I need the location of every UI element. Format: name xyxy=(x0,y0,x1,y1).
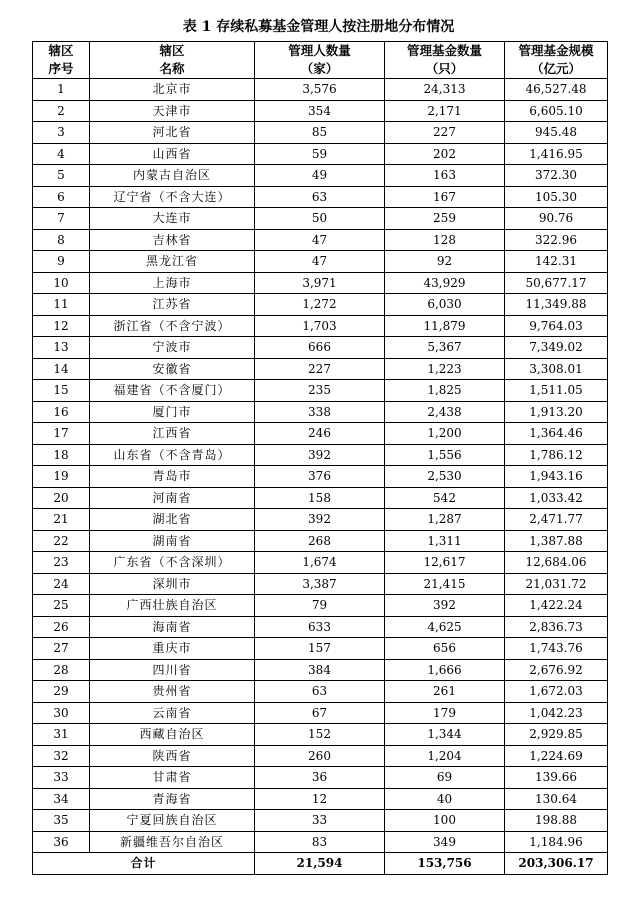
region-name-cell: 广东省（不含深圳） xyxy=(90,552,255,574)
table-row xyxy=(33,294,608,316)
region-no-cell: 35 xyxy=(33,810,90,832)
region-name-cell: 西藏自治区 xyxy=(90,724,255,746)
region-no-cell: 28 xyxy=(33,659,90,681)
region-name-cell: 甘肃省 xyxy=(90,767,255,789)
region-name-cell: 四川省 xyxy=(90,659,255,681)
table-row xyxy=(33,401,608,423)
region-no-cell: 21 xyxy=(33,509,90,531)
manager-count-cell: 47 xyxy=(255,251,385,273)
fund-scale-cell: 2,676.92 xyxy=(505,659,608,681)
manager-count-cell: 158 xyxy=(255,487,385,509)
manager-count-cell: 157 xyxy=(255,638,385,660)
fund-scale-cell: 1,786.12 xyxy=(505,444,608,466)
table-row xyxy=(33,509,608,531)
fund-count-cell: 21,415 xyxy=(385,573,505,595)
total-scale: 203,306.17 xyxy=(505,853,608,875)
region-no-cell: 5 xyxy=(33,165,90,187)
table-row xyxy=(33,208,608,230)
manager-count-cell: 12 xyxy=(255,788,385,810)
table-row xyxy=(33,831,608,853)
region-no-cell: 16 xyxy=(33,401,90,423)
fund-scale-cell: 142.31 xyxy=(505,251,608,273)
region-no-cell: 19 xyxy=(33,466,90,488)
fund-count-cell: 2,530 xyxy=(385,466,505,488)
manager-count-cell: 63 xyxy=(255,186,385,208)
table-row xyxy=(33,767,608,789)
region-name-cell: 山西省 xyxy=(90,143,255,165)
manager-count-cell: 3,971 xyxy=(255,272,385,294)
header-fund-count: 管理基金数量 （只） xyxy=(385,42,505,79)
manager-count-cell: 67 xyxy=(255,702,385,724)
fund-count-cell: 24,313 xyxy=(385,79,505,101)
region-no-cell: 23 xyxy=(33,552,90,574)
fund-count-cell: 12,617 xyxy=(385,552,505,574)
table-row xyxy=(33,487,608,509)
header-region-no: 辖区 序号 xyxy=(33,42,90,79)
region-name-cell: 山东省（不含青岛） xyxy=(90,444,255,466)
fund-scale-cell: 1,416.95 xyxy=(505,143,608,165)
fund-count-cell: 656 xyxy=(385,638,505,660)
region-no-cell: 29 xyxy=(33,681,90,703)
region-no-cell: 18 xyxy=(33,444,90,466)
region-name-cell: 福建省（不含厦门） xyxy=(90,380,255,402)
fund-count-cell: 202 xyxy=(385,143,505,165)
region-no-cell: 26 xyxy=(33,616,90,638)
manager-count-cell: 83 xyxy=(255,831,385,853)
table-row xyxy=(33,724,608,746)
fund-count-cell: 4,625 xyxy=(385,616,505,638)
manager-count-cell: 1,272 xyxy=(255,294,385,316)
region-no-cell: 12 xyxy=(33,315,90,337)
table-row xyxy=(33,595,608,617)
fund-scale-cell: 139.66 xyxy=(505,767,608,789)
fund-scale-cell: 90.76 xyxy=(505,208,608,230)
manager-count-cell: 384 xyxy=(255,659,385,681)
fund-count-cell: 1,666 xyxy=(385,659,505,681)
region-no-cell: 34 xyxy=(33,788,90,810)
region-name-cell: 浙江省（不含宁波） xyxy=(90,315,255,337)
table-row xyxy=(33,702,608,724)
fund-scale-cell: 2,929.85 xyxy=(505,724,608,746)
fund-scale-cell: 21,031.72 xyxy=(505,573,608,595)
region-name-cell: 安徽省 xyxy=(90,358,255,380)
fund-scale-cell: 1,913.20 xyxy=(505,401,608,423)
region-no-cell: 10 xyxy=(33,272,90,294)
table-row xyxy=(33,315,608,337)
fund-scale-cell: 105.30 xyxy=(505,186,608,208)
manager-count-cell: 376 xyxy=(255,466,385,488)
fund-scale-cell: 46,527.48 xyxy=(505,79,608,101)
table-row xyxy=(33,79,608,101)
fund-scale-cell: 322.96 xyxy=(505,229,608,251)
fund-count-cell: 179 xyxy=(385,702,505,724)
region-name-cell: 吉林省 xyxy=(90,229,255,251)
table-row xyxy=(33,659,608,681)
fund-scale-cell: 11,349.88 xyxy=(505,294,608,316)
region-no-cell: 14 xyxy=(33,358,90,380)
region-no-cell: 3 xyxy=(33,122,90,144)
manager-count-cell: 152 xyxy=(255,724,385,746)
manager-count-cell: 47 xyxy=(255,229,385,251)
manager-count-cell: 246 xyxy=(255,423,385,445)
region-name-cell: 北京市 xyxy=(90,79,255,101)
fund-scale-cell: 945.48 xyxy=(505,122,608,144)
fund-scale-cell: 1,042.23 xyxy=(505,702,608,724)
fund-count-cell: 392 xyxy=(385,595,505,617)
manager-count-cell: 63 xyxy=(255,681,385,703)
fund-scale-cell: 1,387.88 xyxy=(505,530,608,552)
manager-count-cell: 666 xyxy=(255,337,385,359)
region-no-cell: 7 xyxy=(33,208,90,230)
region-name-cell: 宁夏回族自治区 xyxy=(90,810,255,832)
region-name-cell: 厦门市 xyxy=(90,401,255,423)
manager-count-cell: 1,703 xyxy=(255,315,385,337)
region-name-cell: 广西壮族自治区 xyxy=(90,595,255,617)
region-no-cell: 1 xyxy=(33,79,90,101)
manager-count-cell: 235 xyxy=(255,380,385,402)
table-row xyxy=(33,165,608,187)
fund-scale-cell: 7,349.02 xyxy=(505,337,608,359)
region-name-cell: 江苏省 xyxy=(90,294,255,316)
region-name-cell: 湖北省 xyxy=(90,509,255,531)
manager-count-cell: 49 xyxy=(255,165,385,187)
region-no-cell: 17 xyxy=(33,423,90,445)
table-row xyxy=(33,229,608,251)
table-title: 表 1 存续私募基金管理人按注册地分布情况 xyxy=(182,19,455,35)
region-no-cell: 32 xyxy=(33,745,90,767)
region-name-cell: 河北省 xyxy=(90,122,255,144)
fund-count-cell: 1,311 xyxy=(385,530,505,552)
fund-count-cell: 542 xyxy=(385,487,505,509)
manager-count-cell: 3,387 xyxy=(255,573,385,595)
total-row xyxy=(33,853,608,875)
header-manager-count: 管理人数量 （家） xyxy=(255,42,385,79)
table-row xyxy=(33,143,608,165)
region-no-cell: 25 xyxy=(33,595,90,617)
fund-scale-cell: 1,033.42 xyxy=(505,487,608,509)
fund-count-cell: 1,344 xyxy=(385,724,505,746)
region-name-cell: 天津市 xyxy=(90,100,255,122)
region-name-cell: 云南省 xyxy=(90,702,255,724)
table-row xyxy=(33,358,608,380)
region-name-cell: 新疆维吾尔自治区 xyxy=(90,831,255,853)
manager-count-cell: 354 xyxy=(255,100,385,122)
fund-count-cell: 167 xyxy=(385,186,505,208)
region-name-cell: 辽宁省（不含大连） xyxy=(90,186,255,208)
fund-count-cell: 1,200 xyxy=(385,423,505,445)
total-label: 合计 xyxy=(33,853,255,875)
table-row xyxy=(33,186,608,208)
region-no-cell: 15 xyxy=(33,380,90,402)
table-row xyxy=(33,251,608,273)
distribution-table xyxy=(32,41,608,875)
fund-count-cell: 5,367 xyxy=(385,337,505,359)
region-name-cell: 青海省 xyxy=(90,788,255,810)
table-row xyxy=(33,745,608,767)
table-body xyxy=(33,79,608,853)
table-row xyxy=(33,272,608,294)
region-name-cell: 深圳市 xyxy=(90,573,255,595)
fund-scale-cell: 2,836.73 xyxy=(505,616,608,638)
table-row xyxy=(33,423,608,445)
fund-count-cell: 92 xyxy=(385,251,505,273)
fund-count-cell: 1,287 xyxy=(385,509,505,531)
region-name-cell: 青岛市 xyxy=(90,466,255,488)
region-name-cell: 重庆市 xyxy=(90,638,255,660)
fund-count-cell: 1,223 xyxy=(385,358,505,380)
region-name-cell: 大连市 xyxy=(90,208,255,230)
table-row xyxy=(33,788,608,810)
region-no-cell: 13 xyxy=(33,337,90,359)
total-managers: 21,594 xyxy=(255,853,385,875)
manager-count-cell: 260 xyxy=(255,745,385,767)
header-fund-scale: 管理基金规模 （亿元） xyxy=(505,42,608,79)
table-row xyxy=(33,810,608,832)
region-no-cell: 33 xyxy=(33,767,90,789)
table-row xyxy=(33,466,608,488)
fund-scale-cell: 1,943.16 xyxy=(505,466,608,488)
table-row xyxy=(33,530,608,552)
table-row xyxy=(33,100,608,122)
region-name-cell: 海南省 xyxy=(90,616,255,638)
fund-count-cell: 11,879 xyxy=(385,315,505,337)
fund-scale-cell: 1,184.96 xyxy=(505,831,608,853)
manager-count-cell: 3,576 xyxy=(255,79,385,101)
fund-scale-cell: 9,764.03 xyxy=(505,315,608,337)
fund-count-cell: 259 xyxy=(385,208,505,230)
region-no-cell: 36 xyxy=(33,831,90,853)
region-no-cell: 30 xyxy=(33,702,90,724)
fund-scale-cell: 198.88 xyxy=(505,810,608,832)
region-no-cell: 4 xyxy=(33,143,90,165)
table-row xyxy=(33,122,608,144)
fund-count-cell: 1,204 xyxy=(385,745,505,767)
fund-scale-cell: 3,308.01 xyxy=(505,358,608,380)
fund-scale-cell: 1,422.24 xyxy=(505,595,608,617)
manager-count-cell: 1,674 xyxy=(255,552,385,574)
fund-scale-cell: 6,605.10 xyxy=(505,100,608,122)
total-funds: 153,756 xyxy=(385,853,505,875)
region-no-cell: 31 xyxy=(33,724,90,746)
table-row xyxy=(33,337,608,359)
region-name-cell: 黑龙江省 xyxy=(90,251,255,273)
fund-count-cell: 163 xyxy=(385,165,505,187)
region-no-cell: 6 xyxy=(33,186,90,208)
fund-count-cell: 2,438 xyxy=(385,401,505,423)
table-row xyxy=(33,573,608,595)
fund-scale-cell: 1,743.76 xyxy=(505,638,608,660)
region-no-cell: 9 xyxy=(33,251,90,273)
region-no-cell: 20 xyxy=(33,487,90,509)
manager-count-cell: 33 xyxy=(255,810,385,832)
fund-count-cell: 6,030 xyxy=(385,294,505,316)
region-name-cell: 陕西省 xyxy=(90,745,255,767)
region-name-cell: 江西省 xyxy=(90,423,255,445)
manager-count-cell: 85 xyxy=(255,122,385,144)
region-no-cell: 27 xyxy=(33,638,90,660)
region-no-cell: 24 xyxy=(33,573,90,595)
region-no-cell: 22 xyxy=(33,530,90,552)
fund-scale-cell: 130.64 xyxy=(505,788,608,810)
region-name-cell: 贵州省 xyxy=(90,681,255,703)
manager-count-cell: 392 xyxy=(255,444,385,466)
table-row xyxy=(33,552,608,574)
region-name-cell: 河南省 xyxy=(90,487,255,509)
fund-count-cell: 227 xyxy=(385,122,505,144)
region-no-cell: 2 xyxy=(33,100,90,122)
fund-count-cell: 1,825 xyxy=(385,380,505,402)
table-row xyxy=(33,616,608,638)
fund-count-cell: 100 xyxy=(385,810,505,832)
table-row xyxy=(33,681,608,703)
manager-count-cell: 79 xyxy=(255,595,385,617)
fund-count-cell: 1,556 xyxy=(385,444,505,466)
fund-count-cell: 43,929 xyxy=(385,272,505,294)
header-region-name: 辖区 名称 xyxy=(90,42,255,79)
manager-count-cell: 50 xyxy=(255,208,385,230)
fund-scale-cell: 372.30 xyxy=(505,165,608,187)
manager-count-cell: 633 xyxy=(255,616,385,638)
fund-scale-cell: 50,677.17 xyxy=(505,272,608,294)
fund-scale-cell: 1,672.03 xyxy=(505,681,608,703)
fund-scale-cell: 12,684.06 xyxy=(505,552,608,574)
manager-count-cell: 36 xyxy=(255,767,385,789)
fund-scale-cell: 2,471.77 xyxy=(505,509,608,531)
table-row xyxy=(33,380,608,402)
header-row xyxy=(33,42,608,79)
manager-count-cell: 227 xyxy=(255,358,385,380)
fund-count-cell: 128 xyxy=(385,229,505,251)
fund-scale-cell: 1,364.46 xyxy=(505,423,608,445)
table-row xyxy=(33,444,608,466)
fund-count-cell: 40 xyxy=(385,788,505,810)
manager-count-cell: 268 xyxy=(255,530,385,552)
manager-count-cell: 338 xyxy=(255,401,385,423)
fund-count-cell: 69 xyxy=(385,767,505,789)
manager-count-cell: 59 xyxy=(255,143,385,165)
region-no-cell: 11 xyxy=(33,294,90,316)
fund-count-cell: 2,171 xyxy=(385,100,505,122)
region-no-cell: 8 xyxy=(33,229,90,251)
manager-count-cell: 392 xyxy=(255,509,385,531)
fund-count-cell: 349 xyxy=(385,831,505,853)
region-name-cell: 内蒙古自治区 xyxy=(90,165,255,187)
region-name-cell: 宁波市 xyxy=(90,337,255,359)
table-row xyxy=(33,638,608,660)
fund-count-cell: 261 xyxy=(385,681,505,703)
region-name-cell: 上海市 xyxy=(90,272,255,294)
fund-scale-cell: 1,511.05 xyxy=(505,380,608,402)
fund-scale-cell: 1,224.69 xyxy=(505,745,608,767)
region-name-cell: 湖南省 xyxy=(90,530,255,552)
